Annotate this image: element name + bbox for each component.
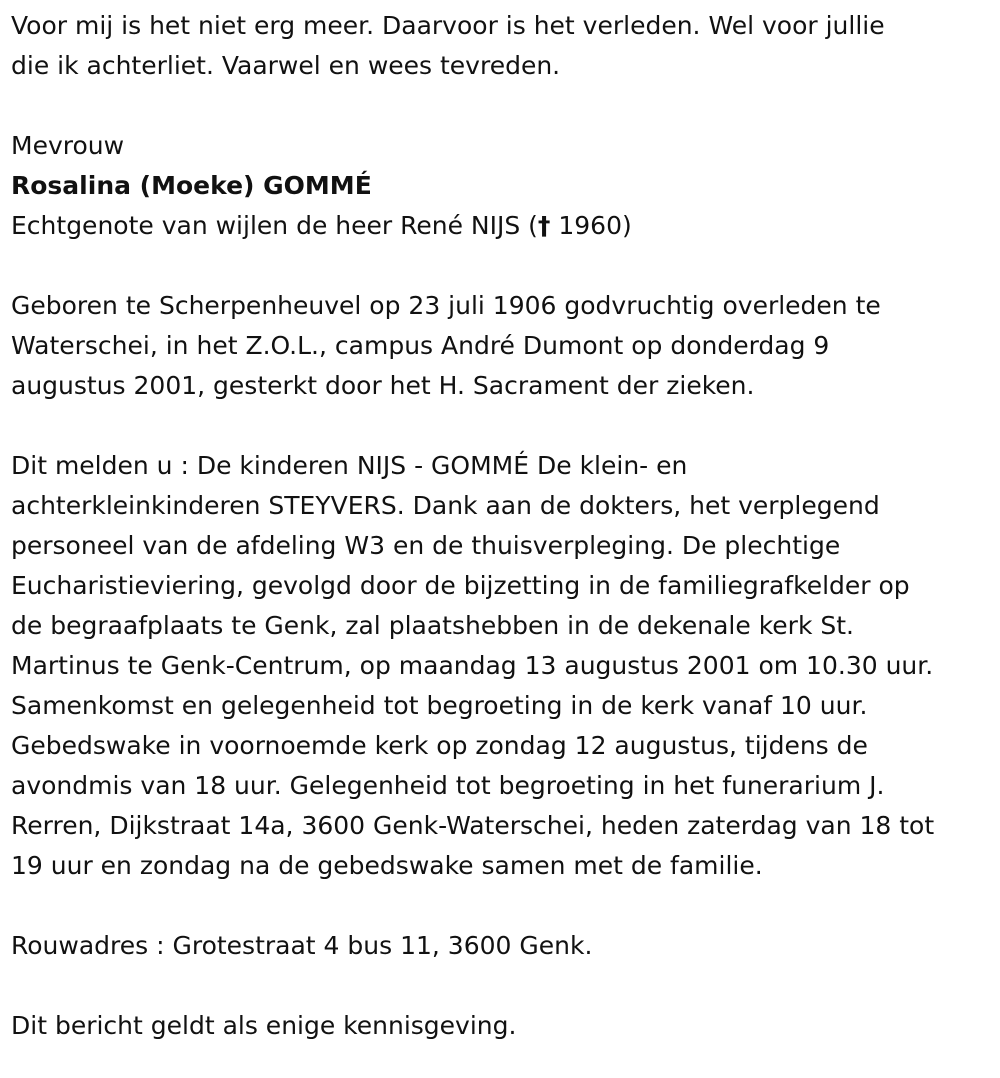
- poem-line: Voor mij is het niet erg meer. Daarvoor is het verleden. Wel voor jullie: [11, 11, 885, 40]
- deceased-name: Rosalina (Moeke) GOMMÉ: [11, 171, 372, 200]
- notice-paragraph: [11, 1006, 991, 1046]
- spouse-line: [11, 206, 991, 246]
- poem-paragraph: [11, 6, 991, 86]
- obituary-document: [11, 6, 991, 1046]
- announcement-line: Rerren, Dijkstraat 14a, 3600 Genk-Waterschei, heden zaterdag van 18 tot: [11, 811, 935, 840]
- announcement-line: Samenkomst en gelegenheid tot begroeting in de kerk vanaf 10 uur.: [11, 691, 868, 720]
- announcement-line: Martinus te Genk-Centrum, op maandag 13 augustus 2001 om 10.30 uur.: [11, 651, 934, 680]
- announcement-line: 19 uur en zondag na de gebedswake samen met de familie.: [11, 851, 763, 880]
- announcement-line: Gebedswake in voornoemde kerk op zondag 12 augustus, tijdens de: [11, 731, 868, 760]
- birth-death-line: Geboren te Scherpenheuvel op 23 juli 1906 godvruchtig overleden te: [11, 291, 881, 320]
- spouse-prefix: Echtgenote van wijlen de heer René NIJS (: [11, 211, 538, 240]
- poem-line: die ik achterliet. Vaarwel en wees tevreden.: [11, 51, 561, 80]
- cross-icon: †: [537, 211, 551, 240]
- mourning-address: Rouwadres : Grotestraat 4 bus 11, 3600 Genk.: [11, 931, 593, 960]
- announcement-line: de begraafplaats te Genk, zal plaatshebben in de dekenale kerk St.: [11, 611, 854, 640]
- spouse-suffix: 1960): [550, 211, 632, 240]
- birth-death-line: Waterschei, in het Z.O.L., campus André Dumont op donderdag 9: [11, 331, 830, 360]
- deceased-block: [11, 126, 991, 246]
- announcement-line: personeel van de afdeling W3 en de thuisverpleging. De plechtige: [11, 531, 841, 560]
- birth-death-paragraph: [11, 286, 991, 406]
- announcement-line: Dit melden u : De kinderen NIJS - GOMMÉ De klein- en: [11, 451, 688, 480]
- notice-text: Dit bericht geldt als enige kennisgeving.: [11, 1011, 517, 1040]
- announcement-paragraph: [11, 446, 991, 886]
- announcement-line: avondmis van 18 uur. Gelegenheid tot begroeting in het funerarium J.: [11, 771, 885, 800]
- address-paragraph: [11, 926, 991, 966]
- salutation: Mevrouw: [11, 131, 125, 160]
- birth-death-line: augustus 2001, gesterkt door het H. Sacrament der zieken.: [11, 371, 755, 400]
- announcement-line: achterkleinkinderen STEYVERS. Dank aan de dokters, het verplegend: [11, 491, 880, 520]
- announcement-line: Eucharistieviering, gevolgd door de bijzetting in de familiegrafkelder op: [11, 571, 910, 600]
